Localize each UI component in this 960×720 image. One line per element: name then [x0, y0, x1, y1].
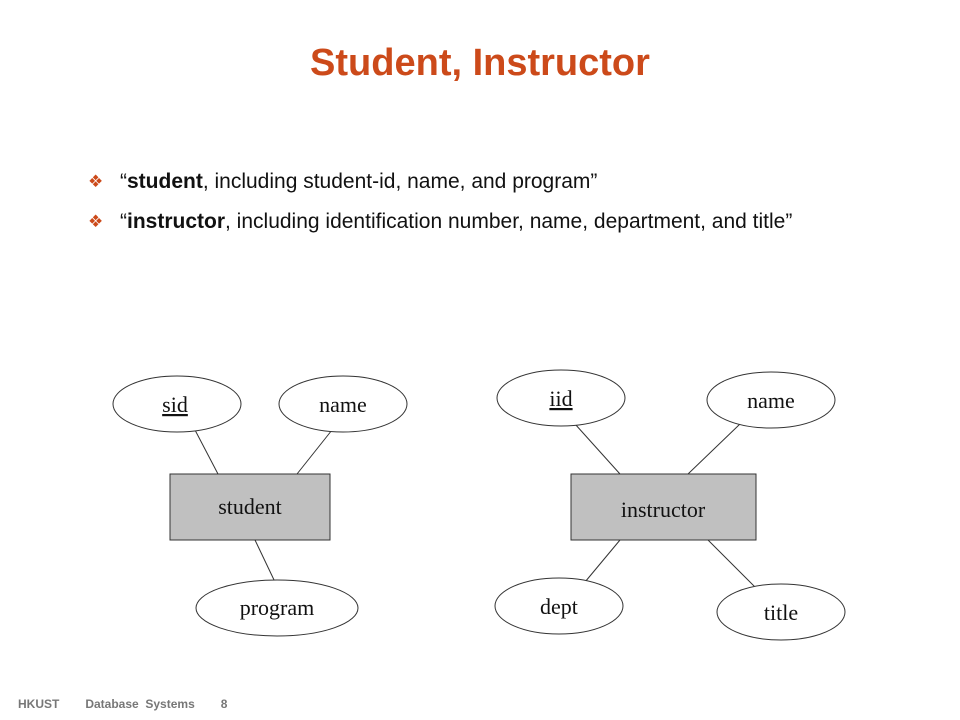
connector-instructor-dept — [585, 540, 620, 582]
bullet-open-quote: “ — [120, 170, 127, 193]
bullet-strong-term: student — [127, 170, 203, 193]
footer — [18, 697, 253, 711]
attribute-label-name: name — [747, 388, 795, 413]
bullet-text: , including student-id, name, and program” — [202, 170, 598, 193]
connector-name-instructor — [688, 424, 740, 474]
attribute-dept — [495, 578, 623, 634]
bullet-open-quote: “ — [120, 210, 127, 233]
attribute-name-instructor — [707, 372, 835, 428]
attribute-label-name: name — [319, 392, 367, 417]
connector-student-program — [255, 540, 275, 582]
attribute-title — [717, 584, 845, 640]
entity-label-instructor: instructor — [620, 497, 706, 522]
attribute-label-iid: iid — [549, 386, 573, 411]
attribute-label-title: title — [763, 600, 799, 625]
diamond-bullet-icon: ❖ — [88, 212, 104, 231]
footer-course: Database Systems — [85, 697, 195, 711]
entity-student — [170, 474, 330, 540]
footer-org: HKUST — [18, 697, 60, 711]
slide-title: Student, Instructor — [310, 42, 650, 84]
attribute-name-student — [279, 376, 407, 432]
bullet-text: , including identification number, name, department, and title” — [225, 210, 793, 233]
footer-page-number: 8 — [220, 697, 228, 711]
entity-instructor — [571, 474, 756, 540]
diamond-bullet-icon: ❖ — [88, 172, 104, 191]
attribute-sid — [113, 376, 241, 432]
connector-instructor-title — [708, 540, 758, 590]
attribute-label-sid: sid — [162, 392, 188, 417]
connector-sid-student — [195, 430, 218, 474]
attribute-label-program: program — [239, 595, 315, 620]
entity-label-student: student — [218, 494, 282, 519]
attribute-iid — [497, 370, 625, 426]
attribute-program — [196, 580, 358, 636]
bullet-strong-term: instructor — [127, 210, 226, 233]
connector-name-student — [297, 430, 332, 474]
connector-iid-instructor — [575, 424, 620, 474]
attribute-label-dept: dept — [540, 594, 578, 619]
